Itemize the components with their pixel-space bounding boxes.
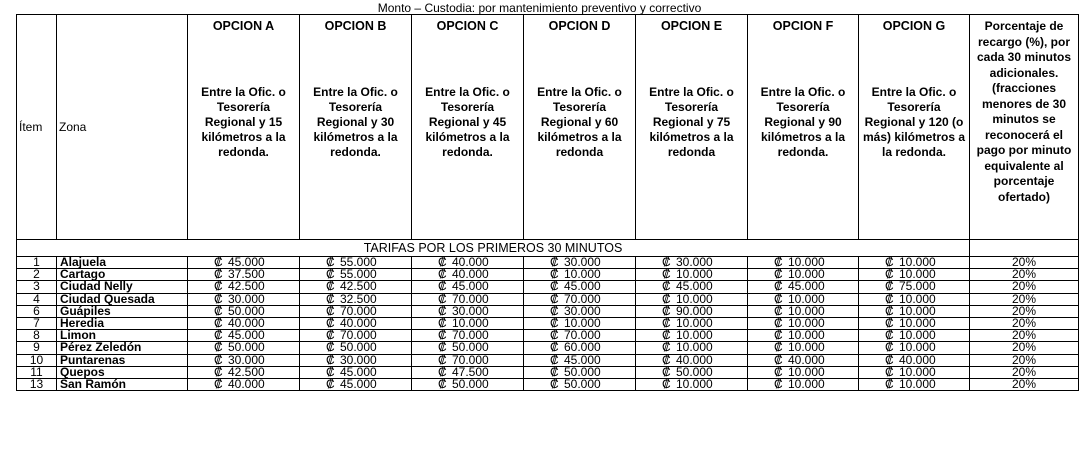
option-title: OPCION E [660, 19, 723, 33]
tariff-value: 30.000 [676, 255, 713, 270]
tariff-value: 50.000 [452, 376, 489, 391]
option-description: Entre la Ofic. o Tesorería Regional y 45 kilómetros a la redonda. [425, 85, 510, 159]
tariff-value: 10.000 [899, 364, 936, 379]
colon-currency-icon: ₡ [214, 291, 223, 306]
colon-currency-icon: ₡ [326, 340, 335, 355]
tariff-cell [412, 378, 524, 390]
tariff-value: 50.000 [564, 364, 601, 379]
colon-currency-icon: ₡ [774, 267, 783, 282]
colon-currency-icon: ₡ [550, 267, 559, 282]
item-number: 9 [17, 342, 57, 354]
tariff-cell [300, 378, 412, 390]
colon-currency-icon: ₡ [438, 267, 447, 282]
tariff-value: 42.500 [228, 279, 265, 294]
tariff-value: 42.500 [228, 364, 265, 379]
colon-currency-icon: ₡ [438, 328, 447, 343]
tariff-value: 10.000 [899, 328, 936, 343]
tariff-value: 40.000 [228, 316, 265, 331]
header-row [17, 15, 1079, 240]
option-title: OPCION F [772, 19, 834, 33]
zona-name: Quepos [57, 366, 188, 378]
tariff-value: 70.000 [452, 328, 489, 343]
tariff-value: 10.000 [676, 291, 713, 306]
colon-currency-icon: ₡ [774, 255, 783, 270]
tariff-value: 10.000 [788, 255, 825, 270]
colon-currency-icon: ₡ [774, 316, 783, 331]
tariff-value: 50.000 [228, 303, 265, 318]
colon-currency-icon: ₡ [326, 279, 335, 294]
colon-currency-icon: ₡ [662, 279, 671, 294]
tariff-value: 30.000 [452, 303, 489, 318]
tariff-value: 40.000 [899, 352, 936, 367]
tariff-value: 10.000 [676, 328, 713, 343]
percentage-cell: 20% [970, 305, 1079, 317]
tariff-cell [188, 378, 300, 390]
item-number: 8 [17, 330, 57, 342]
tariff-value: 37.500 [228, 267, 265, 282]
tariff-value: 10.000 [676, 340, 713, 355]
colon-currency-icon: ₡ [550, 291, 559, 306]
colon-currency-icon: ₡ [214, 352, 223, 367]
colon-currency-icon: ₡ [774, 364, 783, 379]
colon-currency-icon: ₡ [885, 255, 894, 270]
colon-currency-icon: ₡ [438, 340, 447, 355]
tariff-value: 40.000 [676, 352, 713, 367]
tariff-value: 45.000 [676, 279, 713, 294]
tariff-value: 75.000 [899, 279, 936, 294]
subheader-empty [970, 240, 1079, 257]
colon-currency-icon: ₡ [885, 316, 894, 331]
option-description: Entre la Ofic. o Tesorería Regional y 30 kilómetros a la redonda. [313, 85, 398, 159]
colon-currency-icon: ₡ [550, 328, 559, 343]
zona-name: Heredia [57, 317, 188, 329]
percentage-cell: 20% [970, 330, 1079, 342]
tariff-value: 50.000 [676, 364, 713, 379]
tariff-value: 10.000 [564, 267, 601, 282]
tariff-value: 10.000 [676, 316, 713, 331]
subheader-row [17, 240, 1079, 257]
colon-currency-icon: ₡ [438, 303, 447, 318]
colon-currency-icon: ₡ [774, 376, 783, 391]
tariff-value: 10.000 [788, 364, 825, 379]
header-option-e [636, 15, 748, 240]
colon-currency-icon: ₡ [326, 291, 335, 306]
tariff-value: 47.500 [452, 364, 489, 379]
colon-currency-icon: ₡ [214, 316, 223, 331]
item-number: 2 [17, 269, 57, 281]
option-title: OPCION G [882, 19, 946, 33]
header-option-c [412, 15, 524, 240]
colon-currency-icon: ₡ [550, 303, 559, 318]
header-option-f [748, 15, 859, 240]
colon-currency-icon: ₡ [662, 364, 671, 379]
colon-currency-icon: ₡ [550, 255, 559, 270]
colon-currency-icon: ₡ [550, 279, 559, 294]
document-title: Monto – Custodia: por mantenimiento preventivo y correctivo [377, 1, 702, 15]
header-zona: Zona [57, 15, 188, 240]
header-percentage [970, 15, 1079, 240]
tariff-value: 30.000 [340, 352, 377, 367]
option-title: OPCION C [436, 19, 499, 33]
tariff-value: 45.000 [788, 279, 825, 294]
tariff-value: 10.000 [564, 316, 601, 331]
percentage-cell: 20% [970, 342, 1079, 354]
tariff-value: 70.000 [452, 291, 489, 306]
table-body [17, 257, 1079, 391]
header-option-d [524, 15, 636, 240]
colon-currency-icon: ₡ [885, 340, 894, 355]
colon-currency-icon: ₡ [214, 328, 223, 343]
option-description: Entre la Ofic. o Tesorería Regional y 60 kilómetros a la redonda [537, 85, 622, 159]
colon-currency-icon: ₡ [774, 303, 783, 318]
tariff-value: 70.000 [340, 328, 377, 343]
percentage-cell: 20% [970, 378, 1079, 390]
tariff-value: 10.000 [788, 303, 825, 318]
colon-currency-icon: ₡ [885, 279, 894, 294]
item-number: 7 [17, 317, 57, 329]
colon-currency-icon: ₡ [438, 279, 447, 294]
tariff-value: 10.000 [899, 291, 936, 306]
tariff-value: 70.000 [564, 328, 601, 343]
percentage-cell: 20% [970, 366, 1079, 378]
colon-currency-icon: ₡ [214, 267, 223, 282]
header-item: Ítem [17, 15, 57, 240]
colon-currency-icon: ₡ [662, 352, 671, 367]
zona-name: Limon [57, 330, 188, 342]
tariff-value: 10.000 [899, 267, 936, 282]
colon-currency-icon: ₡ [550, 316, 559, 331]
tariff-value: 45.000 [340, 376, 377, 391]
zona-name: Puntarenas [57, 354, 188, 366]
colon-currency-icon: ₡ [885, 267, 894, 282]
subheader-label: TARIFAS POR LOS PRIMEROS 30 MINUTOS [17, 240, 970, 257]
colon-currency-icon: ₡ [662, 340, 671, 355]
item-number: 10 [17, 354, 57, 366]
tariff-value: 10.000 [788, 328, 825, 343]
colon-currency-icon: ₡ [774, 352, 783, 367]
percentage-cell: 20% [970, 257, 1079, 269]
table-row [17, 378, 1079, 390]
header-option-a [188, 15, 300, 240]
tariff-value: 40.000 [228, 376, 265, 391]
colon-currency-icon: ₡ [550, 352, 559, 367]
colon-currency-icon: ₡ [438, 364, 447, 379]
colon-currency-icon: ₡ [214, 340, 223, 355]
colon-currency-icon: ₡ [774, 279, 783, 294]
item-number: 11 [17, 366, 57, 378]
tariff-cell [748, 378, 859, 390]
tariff-value: 10.000 [676, 376, 713, 391]
option-title: OPCION B [324, 19, 387, 33]
colon-currency-icon: ₡ [326, 328, 335, 343]
tariff-value: 50.000 [228, 340, 265, 355]
header-option-g [859, 15, 970, 240]
colon-currency-icon: ₡ [885, 352, 894, 367]
item-number: 13 [17, 378, 57, 390]
tariff-value: 40.000 [340, 316, 377, 331]
colon-currency-icon: ₡ [326, 255, 335, 270]
option-description: Entre la Ofic. o Tesorería Regional y 75 kilómetros a la redonda [649, 85, 734, 159]
colon-currency-icon: ₡ [885, 303, 894, 318]
tariff-value: 40.000 [452, 267, 489, 282]
tariff-value: 70.000 [340, 303, 377, 318]
item-number: 6 [17, 305, 57, 317]
tariff-cell [859, 378, 970, 390]
tariff-value: 10.000 [452, 316, 489, 331]
percentage-cell: 20% [970, 281, 1079, 293]
tariff-value: 10.000 [676, 267, 713, 282]
option-title: OPCION A [212, 19, 275, 33]
colon-currency-icon: ₡ [214, 364, 223, 379]
tariff-value: 30.000 [228, 291, 265, 306]
zona-name: Cartago [57, 269, 188, 281]
colon-currency-icon: ₡ [662, 316, 671, 331]
percentage-cell: 20% [970, 269, 1079, 281]
tariff-value: 55.000 [340, 267, 377, 282]
percentage-cell: 20% [970, 317, 1079, 329]
colon-currency-icon: ₡ [326, 376, 335, 391]
header-option-b [300, 15, 412, 240]
colon-currency-icon: ₡ [214, 376, 223, 391]
tariff-value: 10.000 [788, 316, 825, 331]
tariff-value: 10.000 [788, 340, 825, 355]
tariff-cell [636, 378, 748, 390]
zona-name: Ciudad Nelly [57, 281, 188, 293]
zona-name: Guápiles [57, 305, 188, 317]
tariff-value: 90.000 [676, 303, 713, 318]
colon-currency-icon: ₡ [326, 316, 335, 331]
percentage-description: Porcentaje de recargo (%), por cada 30 minutos adicionales. (fracciones menores de 30 minutos se reconocerá el pago por minuto equivalente al porcentaje ofertado) [976, 19, 1072, 204]
percentage-cell: 20% [970, 354, 1079, 366]
colon-currency-icon: ₡ [326, 352, 335, 367]
colon-currency-icon: ₡ [550, 340, 559, 355]
colon-currency-icon: ₡ [662, 291, 671, 306]
colon-currency-icon: ₡ [214, 255, 223, 270]
colon-currency-icon: ₡ [438, 316, 447, 331]
tariff-value: 32.500 [340, 291, 377, 306]
tariff-value: 10.000 [788, 291, 825, 306]
percentage-cell: 20% [970, 293, 1079, 305]
tariff-value: 10.000 [788, 267, 825, 282]
colon-currency-icon: ₡ [550, 376, 559, 391]
colon-currency-icon: ₡ [438, 255, 447, 270]
item-number: 1 [17, 257, 57, 269]
colon-currency-icon: ₡ [774, 291, 783, 306]
tariff-value: 42.500 [340, 279, 377, 294]
tariff-value: 45.000 [228, 328, 265, 343]
tariff-value: 45.000 [228, 255, 265, 270]
tariff-value: 30.000 [228, 352, 265, 367]
tariff-value: 50.000 [452, 340, 489, 355]
colon-currency-icon: ₡ [885, 376, 894, 391]
tariff-value: 60.000 [564, 340, 601, 355]
tariff-value: 40.000 [788, 352, 825, 367]
tariff-cell [524, 378, 636, 390]
colon-currency-icon: ₡ [214, 303, 223, 318]
tariff-value: 45.000 [340, 364, 377, 379]
tariff-value: 10.000 [899, 340, 936, 355]
colon-currency-icon: ₡ [885, 291, 894, 306]
colon-currency-icon: ₡ [662, 267, 671, 282]
colon-currency-icon: ₡ [438, 291, 447, 306]
colon-currency-icon: ₡ [662, 255, 671, 270]
colon-currency-icon: ₡ [662, 328, 671, 343]
item-number: 4 [17, 293, 57, 305]
tariff-value: 70.000 [452, 352, 489, 367]
tariff-value: 50.000 [564, 376, 601, 391]
tariff-value: 10.000 [899, 376, 936, 391]
colon-currency-icon: ₡ [326, 364, 335, 379]
colon-currency-icon: ₡ [326, 303, 335, 318]
option-title: OPCION D [548, 19, 611, 33]
colon-currency-icon: ₡ [774, 328, 783, 343]
tariff-value: 10.000 [899, 303, 936, 318]
colon-currency-icon: ₡ [438, 376, 447, 391]
zona-name: San Ramón [57, 378, 188, 390]
item-number: 3 [17, 281, 57, 293]
colon-currency-icon: ₡ [326, 267, 335, 282]
zona-name: Pérez Zeledón [57, 342, 188, 354]
tariff-value: 45.000 [564, 352, 601, 367]
tariff-value: 70.000 [564, 291, 601, 306]
colon-currency-icon: ₡ [662, 376, 671, 391]
tariff-table [16, 14, 1079, 391]
zona-name: Alajuela [57, 257, 188, 269]
option-description: Entre la Ofic. o Tesorería Regional y 90 kilómetros a la redonda. [760, 85, 846, 159]
colon-currency-icon: ₡ [214, 279, 223, 294]
tariff-value: 45.000 [452, 279, 489, 294]
colon-currency-icon: ₡ [662, 303, 671, 318]
tariff-value: 55.000 [340, 255, 377, 270]
tariff-value: 10.000 [899, 316, 936, 331]
tariff-value: 10.000 [788, 376, 825, 391]
colon-currency-icon: ₡ [438, 352, 447, 367]
colon-currency-icon: ₡ [885, 364, 894, 379]
tariff-value: 45.000 [564, 279, 601, 294]
option-description: Entre la Ofic. o Tesorería Regional y 15 kilómetros a la redonda. [201, 85, 286, 159]
option-description: Entre la Ofic. o Tesorería Regional y 120 (o más) kilómetros a la redonda. [862, 85, 966, 159]
tariff-value: 50.000 [340, 340, 377, 355]
colon-currency-icon: ₡ [774, 340, 783, 355]
tariff-value: 30.000 [564, 255, 601, 270]
colon-currency-icon: ₡ [885, 328, 894, 343]
tariff-value: 30.000 [564, 303, 601, 318]
tariff-value: 10.000 [899, 255, 936, 270]
zona-name: Ciudad Quesada [57, 293, 188, 305]
tariff-value: 40.000 [452, 255, 489, 270]
colon-currency-icon: ₡ [550, 364, 559, 379]
